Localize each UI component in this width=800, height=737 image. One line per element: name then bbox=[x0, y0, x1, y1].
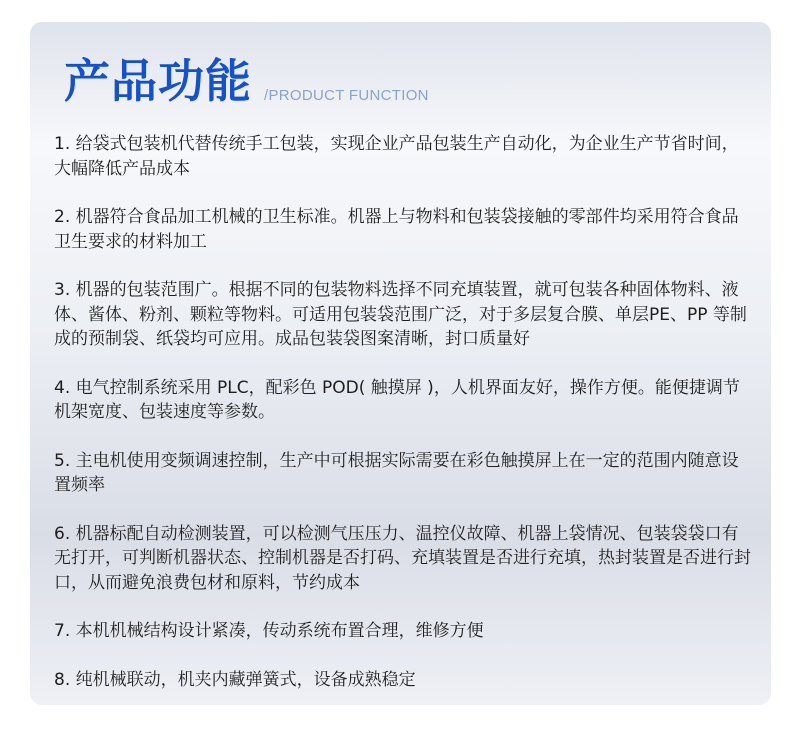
feature-item-6: 6. 机器标配自动检测装置，可以检测气压压力、温控仪故障、机器上袋情况、包装袋袋口有无打开，可判断机器状态、控制机器是否打码、充填装置是否进行充填，热封装置是否进行封口，从而避免浪费包材和原料，节约成本 bbox=[54, 523, 751, 593]
section-header bbox=[64, 52, 429, 110]
feature-item-8: 8. 纯机械联动，机夹内藏弹簧式，设备成熟稳定 bbox=[54, 669, 416, 690]
feature-list bbox=[54, 132, 754, 716]
feature-item-7: 7. 本机机械结构设计紧凑，传动系统布置合理，维修方便 bbox=[54, 621, 484, 641]
feature-item-4: 4. 电气控制系统采用 PLC，配彩色 POD( 触摸屏 )，人机界面友好，操作方便。能便捷调节机架宽度、包装速度等参数。 bbox=[54, 377, 740, 422]
feature-item-1: 1. 给袋式包装机代替传统手工包装，实现企业产品包装生产自动化，为企业生产节省时间，大幅降低产品成本 bbox=[54, 134, 739, 179]
feature-item-2: 2. 机器符合食品加工机械的卫生标准。机器上与物料和包装袋接触的零部件均采用符合食品卫生要求的材料加工 bbox=[54, 207, 739, 252]
feature-item-5: 5. 主电机使用变频调速控制，生产中可根据实际需要在彩色触摸屏上在一定的范围内随意设置频率 bbox=[54, 450, 739, 495]
section-title: 产品功能 bbox=[64, 54, 252, 108]
feature-panel bbox=[30, 22, 771, 705]
section-subtitle: /PRODUCT FUNCTION bbox=[264, 87, 429, 104]
feature-item-3: 3. 机器的包装范围广。根据不同的包装物料选择不同充填装置，就可包装各种固体物料、液体、酱体、粉剂、颗粒等物料。可适用包装袋范围广泛，对于多层复合膜、单层PE、PP 等制成的预制袋、纸袋均可应用。成品包装袋图案清晰，封口质量好 bbox=[54, 280, 747, 349]
